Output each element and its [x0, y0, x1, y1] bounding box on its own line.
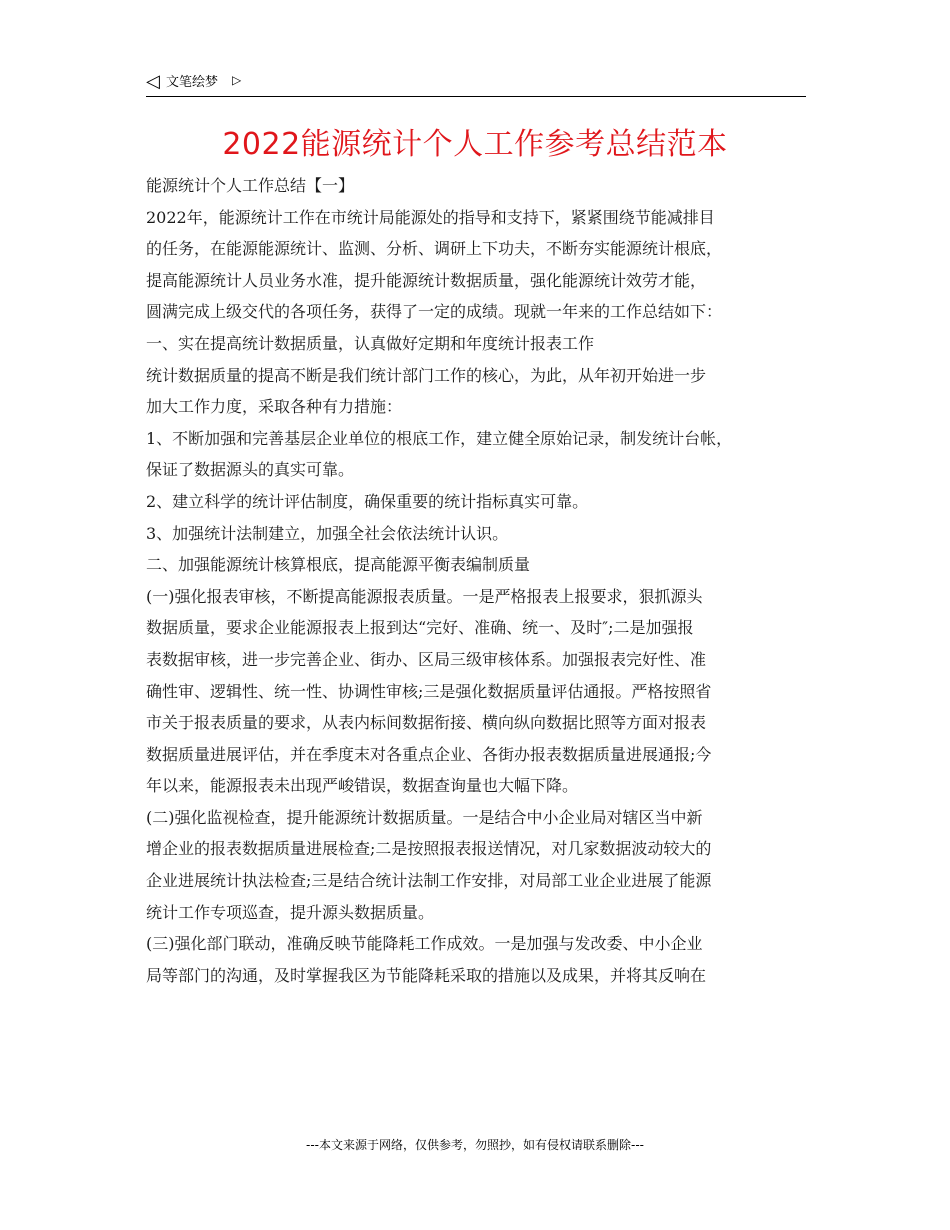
- body-line: 统计工作专项巡查，提升源头数据质量。: [146, 902, 435, 922]
- body-line: 2、建立科学的统计评估制度，确保重要的统计指标真实可靠。: [146, 491, 589, 511]
- left-triangle-icon: ◁: [146, 71, 160, 92]
- body-line: 1、不断加强和完善基层企业单位的根底工作，建立健全原始记录，制发统计台帐，: [146, 428, 733, 448]
- page-header: [146, 70, 806, 97]
- body-line: 年以来，能源报表未出现严峻错误，数据查询量也大幅下降。: [146, 776, 579, 796]
- body-line: (二)强化监视检查，提升能源统计数据质量。一是结合中小企业局对辖区当中新: [146, 807, 703, 827]
- body-line: (一)强化报表审核，不断提高能源报表质量。一是严格报表上报要求，狠抓源头: [146, 586, 703, 606]
- body-line: 企业进展统计执法检查;三是结合统计法制工作安排，对局部工业企业进展了能源: [146, 871, 712, 891]
- document-title: 2022能源统计个人工作参考总结范本: [222, 127, 728, 162]
- body-line: 加大工作力度，采取各种有力措施：: [146, 397, 403, 417]
- body-line: 增企业的报表数据质量进展检查;二是按照报表报送情况，对几家数据波动较大的: [146, 839, 712, 859]
- body-line: 确性审、逻辑性、统一性、协调性审核;三是强化数据质量评估通报。严格按照省: [146, 681, 712, 701]
- body-line: 3、加强统计法制建立，加强全社会依法统计认识。: [146, 523, 509, 543]
- body-line: 保证了数据源头的真实可靠。: [146, 460, 355, 480]
- body-line: 提高能源统计人员业务水准，提升能源统计数据质量，强化能源统计效劳才能，: [146, 270, 707, 290]
- section-heading: 二、加强能源统计核算根底，提高能源平衡表编制质量: [146, 555, 531, 575]
- section-heading: 一、实在提高统计数据质量，认真做好定期和年度统计报表工作: [146, 333, 595, 353]
- body-line: 圆满完成上级交代的各项任务，获得了一定的成绩。现就一年来的工作总结如下：: [146, 302, 723, 322]
- body-line: 的任务，在能源能源统计、监测、分析、调研上下功夫，不断夯实能源统计根底，: [146, 239, 723, 259]
- body-line: (三)强化部门联动，准确反映节能降耗工作成效。一是加强与发改委、中小企业: [146, 934, 703, 954]
- body-line: 2022年，能源统计工作在市统计局能源处的指导和支持下，紧紧围绕节能减排目: [146, 207, 715, 227]
- right-triangle-icon: ▷: [232, 73, 242, 87]
- body-line: 统计数据质量的提高不断是我们统计部门工作的核心，为此，从年初开始进一步: [146, 365, 707, 385]
- body-line: 能源统计个人工作总结【一】: [146, 176, 355, 195]
- body-line: 数据质量，要求企业能源报表上报到达“完好、准确、统一、及时″;二是加强报: [146, 618, 694, 638]
- page-footer: ---本文来源于网络，仅供参考，勿照抄，如有侵权请联系删除---: [306, 1138, 644, 1152]
- brand-name: 文笔绘梦: [166, 75, 219, 90]
- body-line: 局等部门的沟通，及时掌握我区为节能降耗采取的措施以及成果，并将其反响在: [146, 965, 707, 985]
- body-line: 表数据审核，进一步完善企业、街办、区局三级审核体系。加强报表完好性、准: [146, 649, 707, 669]
- document-body: [146, 170, 826, 991]
- body-line: 数据质量进展评估，并在季度末对各重点企业、各街办报表数据质量进展通报;今: [146, 744, 712, 764]
- body-line: 市关于报表质量的要求，从表内标间数据衔接、横向纵向数据比照等方面对报表: [146, 713, 707, 733]
